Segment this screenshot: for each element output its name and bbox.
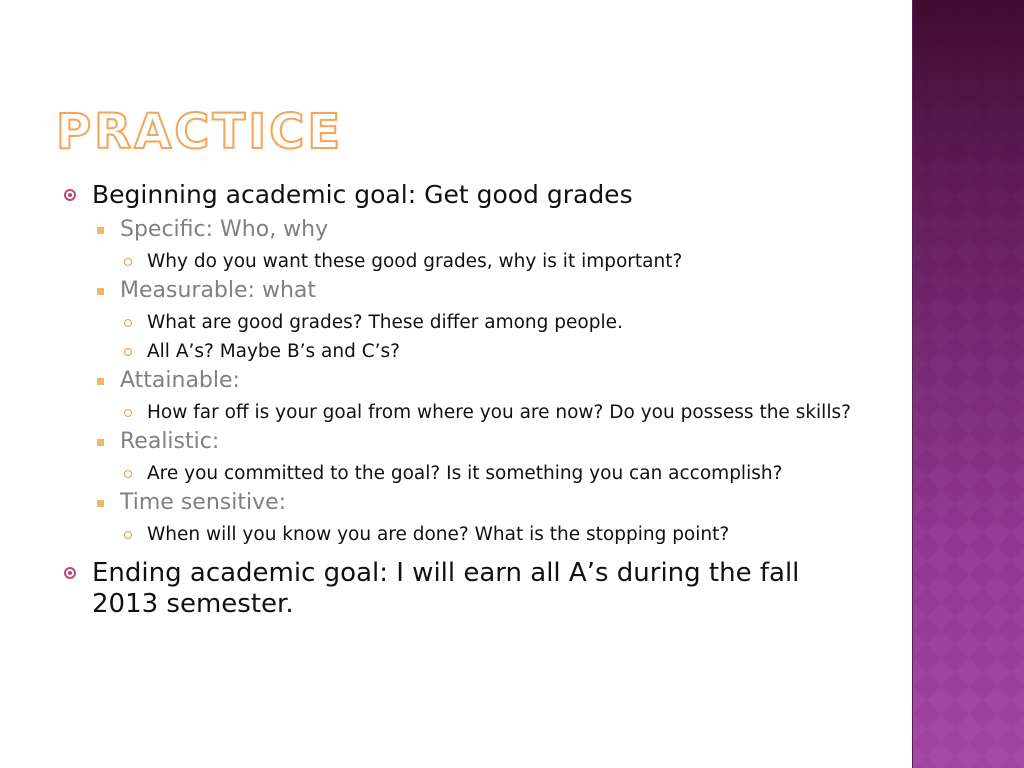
detail-bullet: [60, 341, 860, 363]
square-bullet-icon: [97, 500, 104, 507]
decorative-side-band: [912, 0, 1024, 768]
sub-bullet-time-sensitive: [60, 489, 860, 517]
sub-bullet-specific: [60, 216, 860, 244]
sub-bullet-text: Time sensitive:: [120, 490, 287, 515]
ring-bullet-icon: [124, 409, 132, 417]
bullet-ending-goal: [60, 558, 860, 620]
sub-bullet-text: Realistic:: [120, 429, 220, 454]
square-bullet-icon: [97, 439, 104, 446]
bullet-text: Beginning academic goal: Get good grades: [92, 180, 633, 209]
detail-text: How far off is your goal from where you are now? Do you possess the skills?: [147, 402, 851, 423]
detail-text: Why do you want these good grades, why is it important?: [147, 251, 683, 272]
detail-text: Are you committed to the goal? Is it something you can accomplish?: [147, 463, 783, 484]
sub-bullet-text: Measurable: what: [120, 278, 316, 303]
detail-text: What are good grades? These differ among people.: [147, 312, 623, 333]
detail-bullet: [60, 402, 860, 424]
detail-bullet: [60, 251, 860, 273]
sub-bullet-attainable: [60, 367, 860, 395]
detail-text: When will you know you are done? What is the stopping point?: [147, 524, 730, 545]
circle-bullet-icon: [64, 189, 76, 201]
slide-content: [60, 180, 860, 626]
square-bullet-icon: [97, 227, 104, 234]
sub-bullet-text: Attainable:: [120, 368, 240, 393]
ring-bullet-icon: [124, 258, 132, 266]
sub-bullet-text: Specific: Who, why: [120, 217, 329, 242]
ring-bullet-icon: [124, 348, 132, 356]
detail-bullet: [60, 312, 860, 334]
ring-bullet-icon: [124, 531, 132, 539]
sub-bullet-realistic: [60, 428, 860, 456]
detail-text: All A’s? Maybe B’s and C’s?: [147, 341, 400, 362]
circle-bullet-icon: [64, 567, 76, 579]
bullet-beginning-goal: [60, 180, 860, 210]
square-bullet-icon: [97, 288, 104, 295]
detail-bullet: [60, 524, 860, 546]
detail-bullet: [60, 463, 860, 485]
sub-bullet-measurable: [60, 277, 860, 305]
ring-bullet-icon: [124, 319, 132, 327]
bullet-text: Ending academic goal: I will earn all A’s during the fall 2013 semester.: [92, 558, 800, 619]
ring-bullet-icon: [124, 470, 132, 478]
square-bullet-icon: [97, 378, 104, 385]
slide-title: PRACTICE: [56, 104, 344, 160]
